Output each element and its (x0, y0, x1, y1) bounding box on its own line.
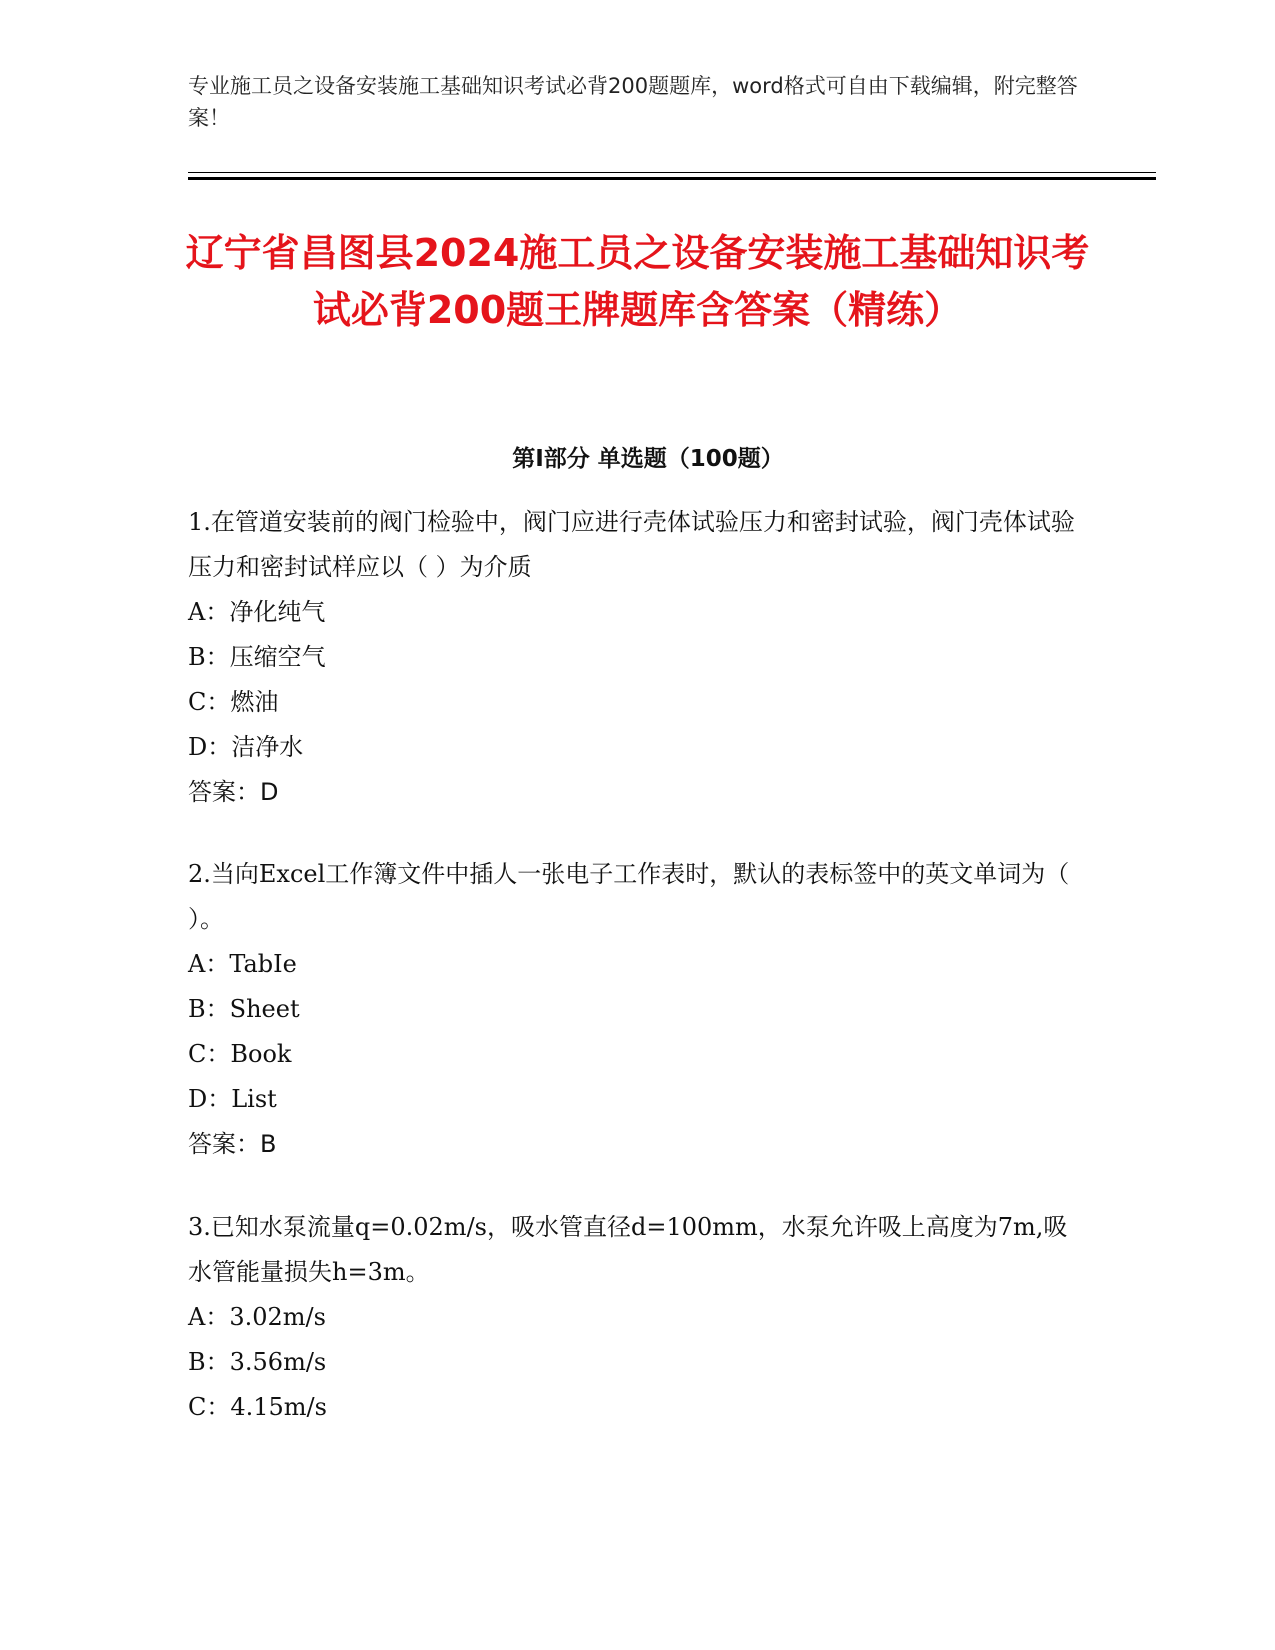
header-rule-thick (188, 177, 1156, 180)
option-b: B：3.56m/s (188, 1348, 327, 1376)
section-title: 第Ⅰ部分 单选题（100题） (512, 446, 784, 472)
option-c: C：4.15m/s (188, 1393, 327, 1421)
document-title: 辽宁省昌图县2024施工员之设备安装施工基础知识考试必背200题王牌题库含答案（精练） (185, 231, 1090, 332)
question-1 (188, 500, 1088, 815)
option-b: B：Sheet (188, 995, 300, 1023)
option-a: A：净化纯气 (188, 598, 326, 626)
option-a: A：3.02m/s (188, 1303, 326, 1331)
answer: 答案：D (188, 778, 279, 806)
question-stem: 2.当向Excel工作簿文件中插人一张电子工作表时，默认的表标签中的英文单词为（ ）。 (188, 860, 1070, 933)
option-b: B：压缩空气 (188, 643, 326, 671)
header-note: 专业施工员之设备安装施工基础知识考试必背200题题库，word格式可自由下载编辑，附完整答案！ (188, 74, 1078, 130)
answer: 答案：B (188, 1130, 277, 1158)
option-c: C：燃油 (188, 688, 279, 716)
option-d: D：洁净水 (188, 733, 304, 761)
option-d: D：List (188, 1085, 277, 1113)
question-3 (188, 1205, 1088, 1430)
question-2 (188, 852, 1088, 1167)
option-a: A：TabIe (188, 950, 297, 978)
question-stem: 3.已知水泵流量q=0.02m/s，吸水管直径d=100mm，水泵允许吸上高度为7m,吸水管能量损失h=3m。 (188, 1213, 1068, 1286)
header-rule-thin (188, 172, 1156, 173)
option-c: C：Book (188, 1040, 292, 1068)
question-stem: 1.在管道安装前的阀门检验中，阀门应进行壳体试验压力和密封试验，阀门壳体试验压力和密封试样应以（ ）为介质 (188, 508, 1075, 581)
